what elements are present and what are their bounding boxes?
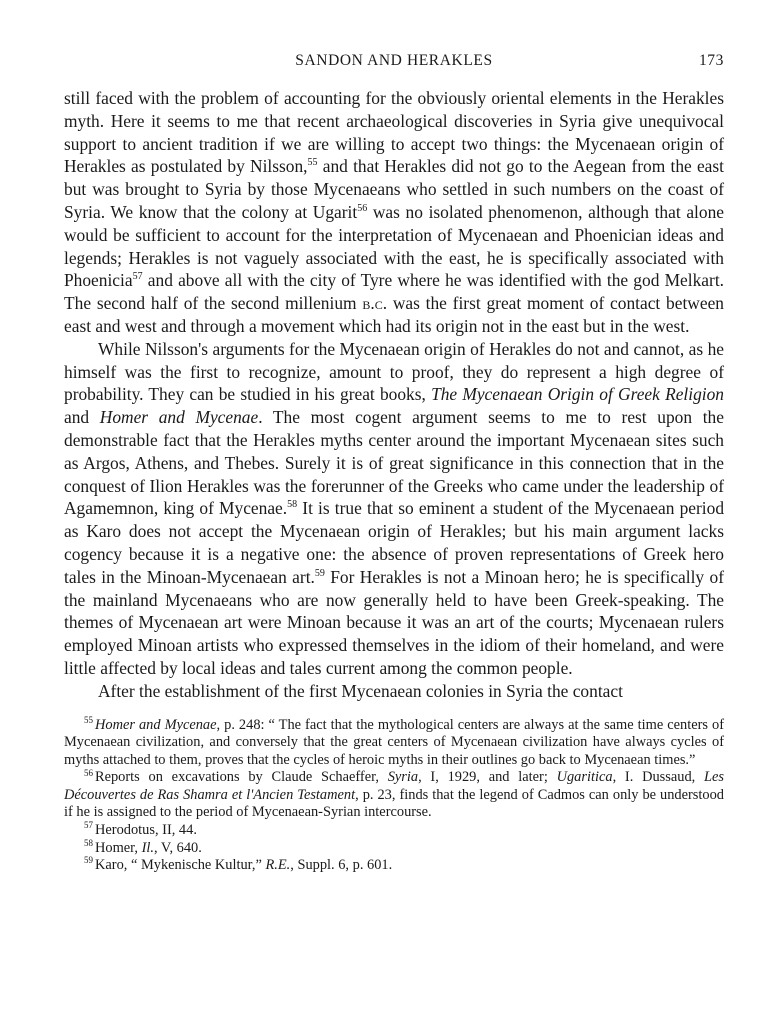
fn57-text: Herodotus, II, 44. bbox=[95, 822, 197, 839]
p2-text-a: While Nilsson's arguments for the Mycenaean origin of Herakles do not and cannot, as he himself was the first to recognize, amount to proof, they do represent a high degree of probability. They can be studied in his great books, bbox=[64, 338, 724, 405]
book-page bbox=[64, 46, 724, 875]
paragraph-2 bbox=[64, 338, 724, 680]
p2-and: and bbox=[64, 407, 100, 428]
fn59-re: R.E. bbox=[265, 857, 291, 874]
fn56-syria: Syria bbox=[387, 769, 419, 786]
footnote-57 bbox=[64, 822, 724, 840]
fn56-text-b: , I, 1929, and later; bbox=[418, 769, 557, 786]
p1-bc: b.c. bbox=[362, 293, 388, 314]
footnote-number: 59 bbox=[84, 855, 93, 866]
fn58-text-b: , V, 640. bbox=[153, 839, 202, 856]
fn55-text: , p. 248: “ The fact that the mythological centers are always at the same time centers of Mycenaean civilization, and conversely that the great centers of Mycenaean civilization have always cycles of myths attached to them, proves that the cycles of heroic myths in their outlines go back to Mycenaean times.” bbox=[64, 716, 724, 768]
p2-text-c: It is true that so eminent a student of the Mycenaean period as Karo does not accept the Mycenaean origin of Herakles; but his main argument lacks cogency because it is a negative one: the absence of proven representations of Greek hero tales in the Minoan-Mycenaean art. bbox=[64, 498, 725, 587]
footnote-ref-56: 56 bbox=[357, 203, 368, 215]
book-title-mycenaean-origin: The Mycenaean Origin of Greek Religion bbox=[431, 384, 724, 405]
running-head: SANDON AND HERAKLES bbox=[295, 52, 493, 69]
p1-text-e: was the first great moment of contact between east and west and through a movement which had its origin not in the east but in the west. bbox=[64, 293, 724, 336]
footnote-number: 58 bbox=[84, 837, 93, 848]
footnote-59 bbox=[64, 857, 724, 875]
footnote-number: 57 bbox=[84, 820, 93, 831]
fn59-text-b: , Suppl. 6, p. 601. bbox=[290, 857, 393, 874]
fn59-text-a: Karo, “ Mykenische Kultur,” bbox=[95, 857, 266, 874]
p2-text-b: . The most cogent argument seems to me to rest upon the demonstrable fact that the Herakles myths center around the important Mycenaean sites such as Argos, Athens, and Thebes. Surely it is of great significance in this connection that in the conquest of Ilion Herakles was the forerunner of the Greeks who came under the leadership of Agamemnon, king of Mycenae. bbox=[64, 407, 724, 519]
p2-text-d: For Herakles is not a Minoan hero; he is specifically of the mainland Mycenaeans who are now generally held to have been Greek-speaking. The themes of Mycenaean art were Minoan because it was an art of the courts; Mycenaean rulers employed Minoan artists who expressed themselves in the idiom of their homeland, and were little affected by local ideas and tales current among the common people. bbox=[64, 566, 724, 678]
footnote-ref-57: 57 bbox=[132, 271, 143, 283]
p1-text-b: and that Herakles did not go to the Aegean from the east but was brought to Syria by those Mycenaeans who settled in such numbers on the coast of Syria. We know that the colony at Ugarit bbox=[64, 156, 724, 222]
book-title-homer-mycenae: Homer and Mycenae bbox=[99, 407, 259, 428]
fn56-les-decouvertes: Les Découvertes de Ras Shamra et l'Ancien Testament bbox=[64, 769, 724, 803]
fn55-title: Homer and Mycenae bbox=[95, 716, 217, 733]
body-text bbox=[64, 87, 724, 703]
footnotes bbox=[64, 714, 724, 875]
fn58-il: Il. bbox=[141, 839, 154, 856]
footnote-55 bbox=[64, 714, 724, 770]
footnote-ref-58: 58 bbox=[287, 499, 298, 511]
fn56-text-c: , I. Dussaud, bbox=[612, 769, 704, 786]
page-number: 173 bbox=[698, 52, 724, 69]
fn56-text-a: Reports on excavations by Claude Schaeffer, bbox=[95, 769, 388, 786]
footnote-number: 56 bbox=[84, 767, 93, 778]
footnote-58 bbox=[64, 837, 724, 858]
p1-text-c: was no isolated phenomenon, although that alone would be sufficient to account for the interpretation of Mycenaean and Phoenician ideas and legends; Herakles is not vaguely associated with the east, he is specifically associated with Phoenicia bbox=[64, 201, 724, 291]
footnote-ref-59: 59 bbox=[314, 567, 325, 579]
footnote-ref-55: 55 bbox=[307, 157, 318, 169]
fn56-text-d: , p. 23, finds that the legend of Cadmos can only be understood if he is assigned to the period of Mycenaean-Syrian intercourse. bbox=[64, 786, 724, 821]
p1-text-a: still faced with the problem of accounting for the obviously oriental elements in the Herakles myth. Here it seems to me that recent archaeological discoveries in Syria give unequivocal support to ancient tradition if we are willing to accept two things: the Mycenaean origin of Herakles as postulated by Nilsson, bbox=[64, 88, 724, 177]
footnote-56 bbox=[64, 769, 724, 822]
paragraph-3: After the establishment of the first Mycenaean colonies in Syria the contact bbox=[98, 680, 623, 701]
footnote-number: 55 bbox=[84, 714, 93, 725]
paragraph-1 bbox=[64, 87, 724, 338]
page-header bbox=[64, 46, 724, 72]
fn56-ugaritica: Ugaritica bbox=[556, 769, 613, 786]
p1-text-d: and above all with the city of Tyre where he was identified with the god Melkart. The second half of the second millenium bbox=[64, 270, 724, 314]
fn58-text-a: Homer, bbox=[95, 839, 142, 856]
